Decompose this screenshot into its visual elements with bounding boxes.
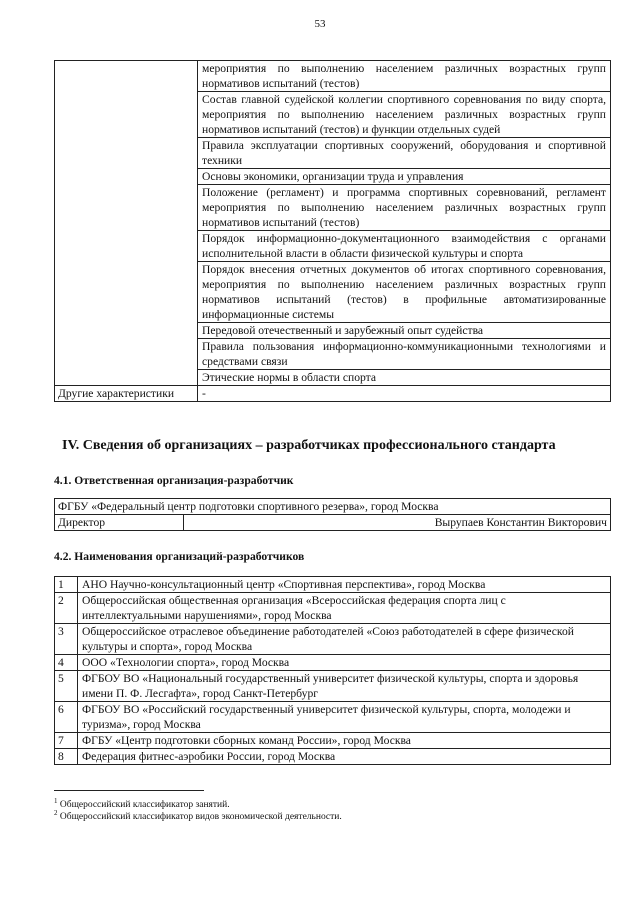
footnote-mark: 2: [54, 809, 58, 817]
footnote-mark: 1: [54, 797, 58, 805]
table-row: [55, 655, 611, 671]
responsible-org-table: [54, 498, 611, 531]
table-row: [55, 671, 611, 702]
org-name: ФГБУ «Федеральный центр подготовки спортивного резерва», город Москва: [55, 499, 611, 515]
footnote: [54, 807, 342, 823]
table-row: [55, 515, 611, 531]
table-cell: Состав главной судейской коллегии спортивного соревнования по виду спорта, мероприятия по выполнению населением различных возрастных групп нормативов испытаний (тестов) и функции отдельных судей: [198, 92, 611, 138]
table-cell-empty: [55, 61, 198, 386]
developer-name: АНО Научно-консультационный центр «Спортивная перспектива», город Москва: [78, 577, 611, 593]
table-row: [55, 749, 611, 765]
footnote-divider: [54, 790, 204, 791]
org-person: Вырупаев Константин Викторович: [183, 515, 610, 531]
other-characteristics-value: -: [198, 386, 611, 402]
table-cell: Передовой отечественный и зарубежный опыт судейства: [198, 323, 611, 339]
table-row: [55, 733, 611, 749]
table-cell: Правила пользования информационно-коммуникационными технологиями и средствами связи: [198, 339, 611, 370]
table-cell: Основы экономики, организации труда и управления: [198, 169, 611, 185]
developer-name: Общероссийское отраслевое объединение работодателей «Союз работодателей в сфере физической культуры и спорта», город Москва: [78, 624, 611, 655]
subsection-title: 4.1. Ответственная организация-разработчик: [54, 474, 294, 487]
developer-name: ФГБУ «Центр подготовки сборных команд России», город Москва: [78, 733, 611, 749]
table-row: [55, 702, 611, 733]
developer-name: Общероссийская общественная организация «Всероссийская федерация спорта лиц с интеллектуальными нарушениями», город Москва: [78, 593, 611, 624]
subsection-title: 4.2. Наименования организаций-разработчиков: [54, 550, 305, 563]
table-row: [55, 577, 611, 593]
developer-name: ООО «Технологии спорта», город Москва: [78, 655, 611, 671]
row-number: 1: [55, 577, 78, 593]
table-cell: Правила эксплуатации спортивных сооружений, оборудования и спортивной техники: [198, 138, 611, 169]
table-cell: мероприятия по выполнению населением различных возрастных групп нормативов испытаний (тестов): [198, 61, 611, 92]
footnote-text: Общероссийский классификатор видов экономической деятельности.: [57, 812, 342, 823]
table-cell: Порядок информационно-документационного взаимодействия с органами исполнительной власти в области физической культуры и спорта: [198, 231, 611, 262]
developer-name: ФГБОУ ВО «Национальный государственный университет физической культуры, спорта и здоровья имени П. Ф. Лесгафта», город Санкт-Петербург: [78, 671, 611, 702]
section-title: IV. Сведения об организациях – разработчиках профессионального стандарта: [62, 438, 556, 453]
table-cell: Порядок внесения отчетных документов об итогах спортивного соревнования, мероприятия по выполнению населением различных возрастных групп нормативов испытаний (тестов) в профильные автоматизированные информационные системы: [198, 262, 611, 323]
row-number: 4: [55, 655, 78, 671]
developers-table: [54, 576, 611, 765]
table-row: [55, 593, 611, 624]
table-row: [55, 386, 611, 402]
footnote-text: Общероссийский классификатор занятий.: [57, 800, 230, 811]
table-row: [55, 61, 611, 92]
developer-name: ФГБОУ ВО «Российский государственный университет физической культуры, спорта, молодежи и туризма», город Москва: [78, 702, 611, 733]
knowledge-table: [54, 60, 611, 402]
row-number: 2: [55, 593, 78, 624]
other-characteristics-label: Другие характеристики: [55, 386, 198, 402]
developer-name: Федерация фитнес-аэробики России, город Москва: [78, 749, 611, 765]
table-row: [55, 499, 611, 515]
row-number: 3: [55, 624, 78, 655]
row-number: 8: [55, 749, 78, 765]
row-number: 5: [55, 671, 78, 702]
row-number: 7: [55, 733, 78, 749]
org-position: Директор: [55, 515, 184, 531]
page-number: 53: [314, 18, 326, 30]
table-cell: Этические нормы в области спорта: [198, 370, 611, 386]
table-cell: Положение (регламент) и программа спортивных соревнований, регламент мероприятия по выполнению населением различных возрастных групп нормативов испытаний (тестов): [198, 185, 611, 231]
table-row: [55, 624, 611, 655]
row-number: 6: [55, 702, 78, 733]
